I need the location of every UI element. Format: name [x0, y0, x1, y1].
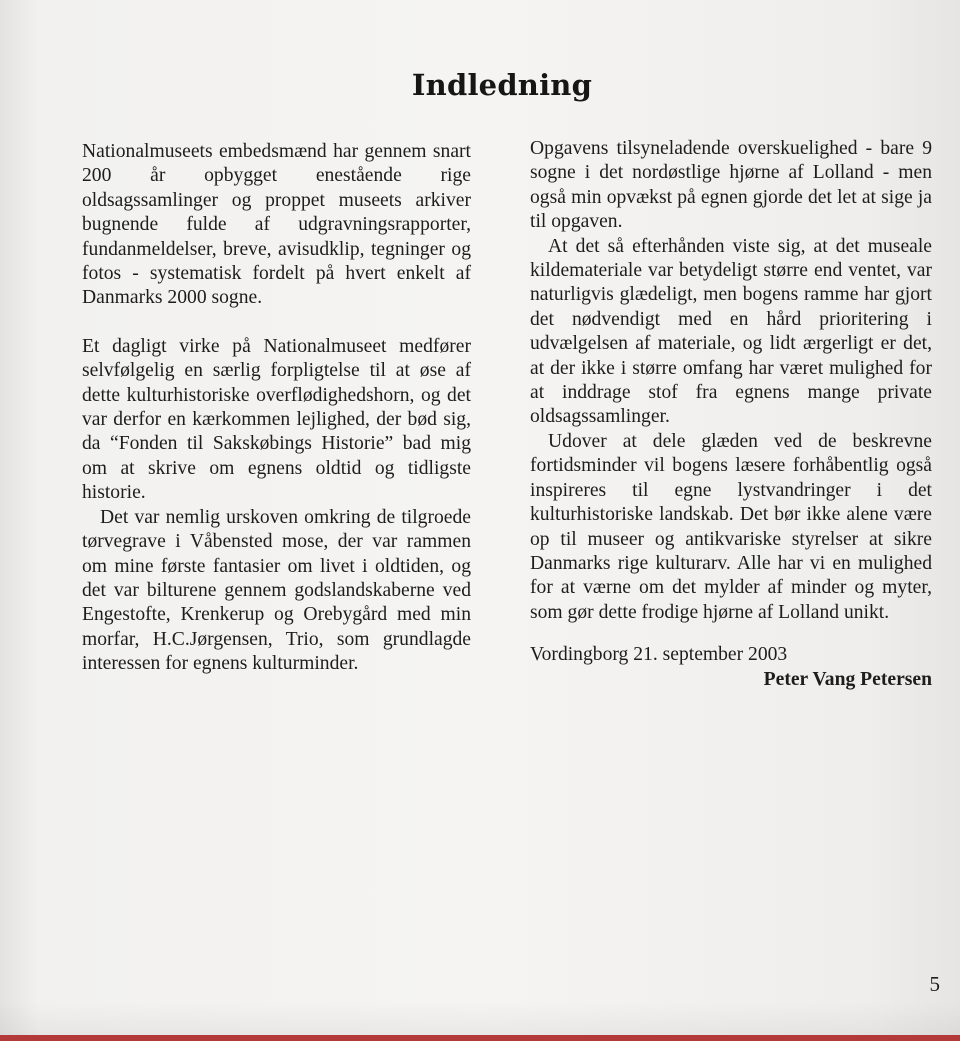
left-text-column: [82, 140, 471, 677]
page-number: 5: [929, 972, 940, 996]
place-date: Vordingborg 21. september 2003: [530, 644, 788, 666]
paragraph-5: At det så efterhånden viste sig, at det museale kildemateriale var betydeligt større end ventet, var naturligvis glædeligt, men bogens ramme har gjort det nødvendigt med en hård prioritering i udvælgelsen af materiale, og lidt ærgerligt er det, at der ikke i større omfang har været mulighed for at inddrage stof fra egnens mange private oldsagssamlinger.: [530, 235, 932, 428]
paragraph-6: Udover at dele glæden ved de beskrevne fortidsminder vil bogens læsere forhåbentlig også inspireres til egne lystvandringer i det kulturhistoriske landskab. Det bør ikke alene være op til museer og antikvariske styrelser at sikre Danmarks rige kulturarv. Alle har vi en mulighed for at værne om det mylder af minder og myter, som gør dette frodige hjørne af Lolland unikt.: [530, 430, 932, 623]
author-signature: Peter Vang Petersen: [763, 668, 932, 690]
paragraph-4: Opgavens tilsyneladende overskuelighed - bare 9 sogne i det nordøstlige hjørne af Lolland - men også min opvækst på egnen gjorde det let at sige ja til opgaven.: [530, 138, 932, 233]
paragraph-1: Nationalmuseets embedsmænd har gennem snart 200 år opbygget enestående rige oldsagssamlinger og proppet museets arkiver bugnende fulde af udgravningsrapporter, fundanmeldelser, breve, avisudklip, tegninger og fotos - systematisk fordelt på hvert enkelt af Danmarks 2000 sogne.: [82, 141, 471, 309]
page-title: Indledning: [411, 68, 593, 102]
right-text-column: [530, 137, 932, 692]
cover-edge: [0, 1035, 960, 1041]
paragraph-3: Det var nemlig urskoven omkring de tilgroede tørvegrave i Våbensted mose, der var rammen om mine første fantasier om livet i oldtiden, og det var bilturene gennem godslandskaberne ved Engestofte, Krenkerup og Orebygård med min morfar, H.C.Jørgensen, Trio, som grundlagde interessen for egnens kulturminder.: [82, 506, 471, 675]
paragraph-2: Et dagligt virke på Nationalmuseet medfører selvfølgelig en særlig forpligtelse til at øse af dette kulturhistoriske overflødighedshorn, og det var derfor en kærkommen lejlighed, der bød sig, da “Fonden til Sakskøbings Historie” bad mig om at skrive om egnens oldtid og tidligste historie.: [82, 335, 471, 504]
